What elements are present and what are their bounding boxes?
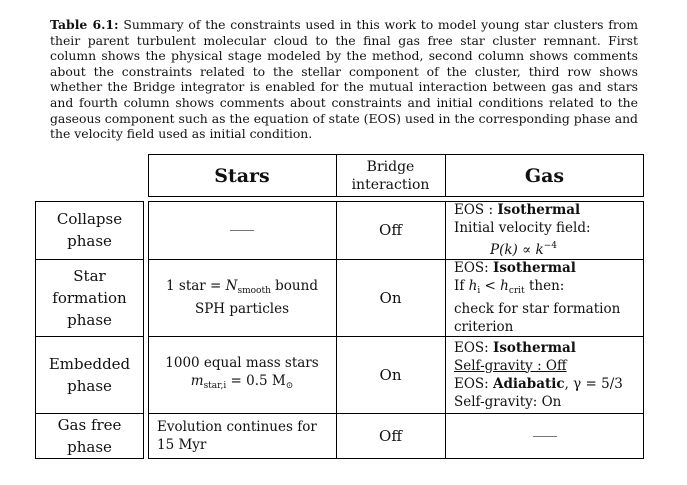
table-row [35,413,144,459]
empty-dash [230,230,254,231]
caption-text: Summary of the constraints used in this work to model young star clusters from their parent turbulent molecular cloud to the final gas free star cluster remnant. First column shows the physical stage modeled by the method, second column shows comments about the constraints related to the stellar component of the cluster, third row shows whether the Bridge integrator is enabled for the mutual interaction between gas and stars and fourth column shows comments about constraints and initial conditions related to the gaseous component such as the equation of state (EOS) used in the corresponding phase and the velocity field used as initial condition. [50,17,638,142]
header-bridge: Bridge interaction [351,158,430,193]
bridge-embedded: On [379,365,402,384]
table-row [35,201,144,259]
header-gas: Gas [524,164,565,187]
caption-label: Table 6.1: [50,17,119,32]
phase-collapse: Collapse phase [56,210,123,250]
bridge-star-formation: On [379,288,402,307]
empty-dash [533,436,557,437]
table-row [35,336,144,413]
header-stars: Stars [214,164,270,187]
phase-gas-free: Gas free phase [57,416,122,456]
stars-star-formation: 1 star = $N_{smooth}$ bound SPH particles [166,278,318,317]
bridge-gas-free: Off [379,427,402,445]
phase-star-formation: Star formation phase [52,266,127,329]
gas-collapse: EOS : Isothermal Initial velocity field: $P(k) \propto k^{-4}$ [454,202,591,258]
gas-star-formation: EOS: Isothermal If $h_i < h_{crit}$ then: check for star formation criterion [454,260,621,335]
table-row [35,259,144,336]
stars-gas-free: Evolution continues for 15 Myr [157,419,317,453]
table-caption [50,17,638,142]
bridge-collapse: Off [379,221,402,239]
gas-embedded: EOS: Isothermal Self-gravity : Off EOS: Adiabatic, γ = 5/3 Self-gravity: On [454,339,623,410]
phase-embedded: Embedded phase [48,354,131,395]
stars-embedded: 1000 equal mass stars $m_{star,i} = 0.5$ $M_⊙$ [165,355,319,391]
